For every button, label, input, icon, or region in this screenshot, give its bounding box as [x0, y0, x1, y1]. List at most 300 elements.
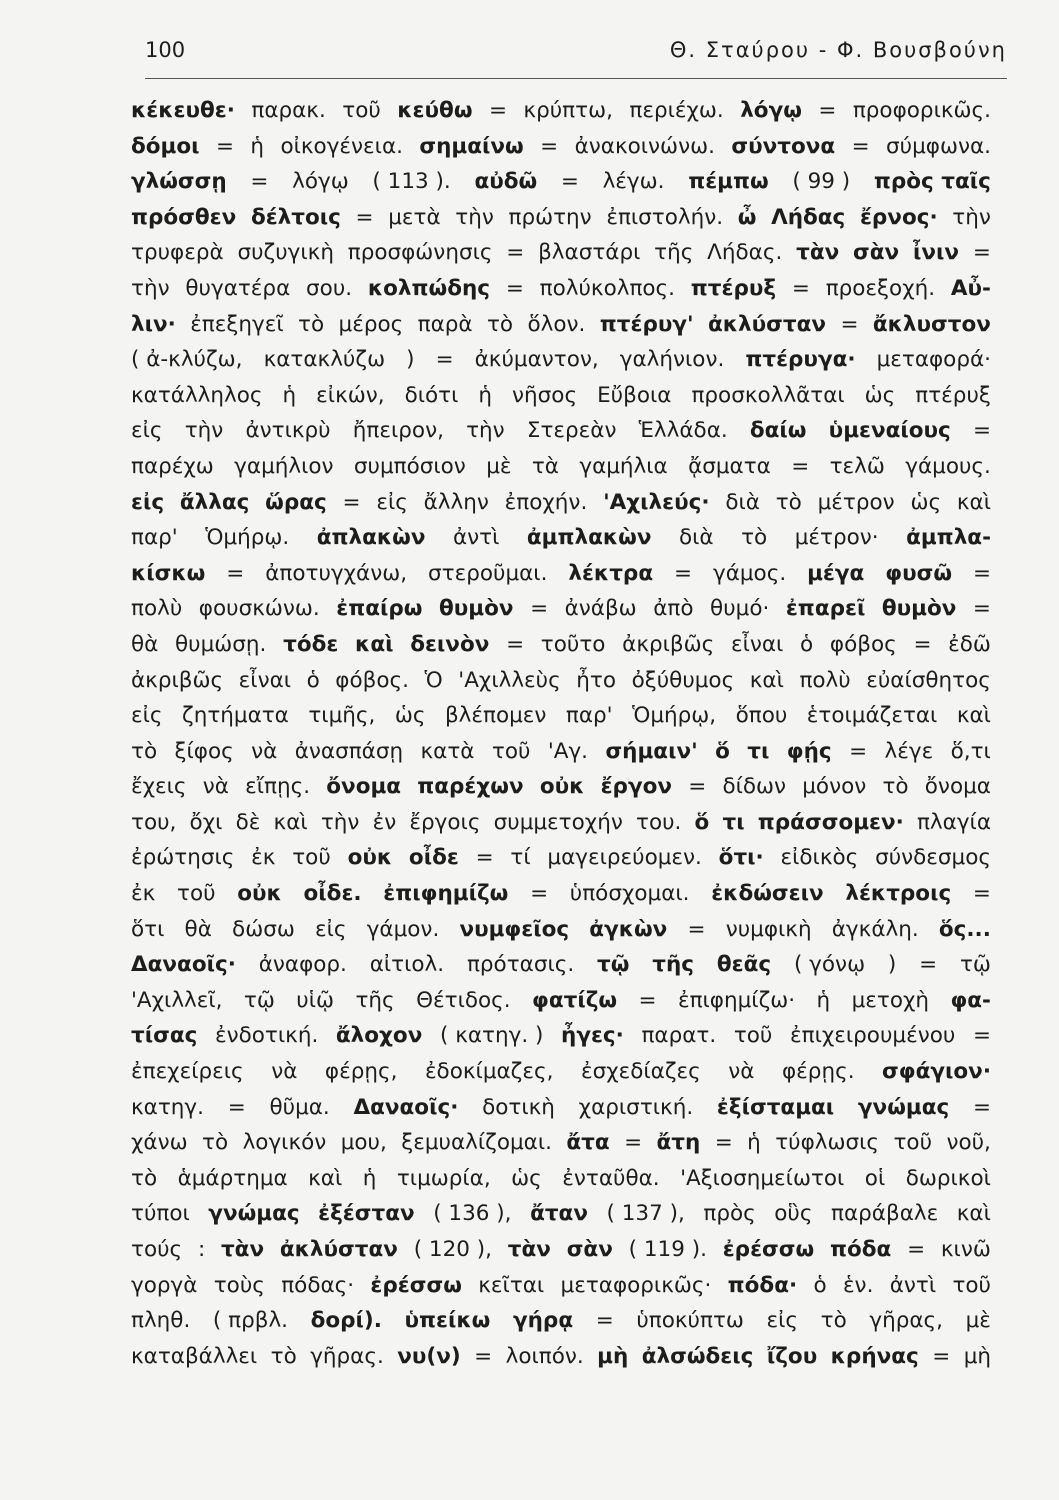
lemma-word: ἔρνος·	[859, 204, 938, 230]
gloss-word: =	[355, 204, 374, 230]
gloss-word: =	[624, 1130, 643, 1156]
gloss-word: =	[474, 1343, 493, 1369]
gloss-word: ἐκ	[131, 881, 156, 907]
gloss-word: λέγε	[884, 738, 934, 764]
gloss-word: του.	[636, 809, 682, 835]
gloss-word: ἡ	[478, 382, 493, 408]
lemma-word: καὶ	[355, 631, 394, 657]
gloss-word: θῦμα.	[269, 1094, 330, 1120]
gloss-word: =	[506, 631, 525, 657]
lemma-word: γνώμας	[857, 1094, 950, 1120]
lemma-word: ἶνιν	[913, 240, 960, 266]
gloss-word: πρώτην	[508, 204, 592, 230]
gloss-word: ( 119 ).	[628, 1237, 707, 1262]
gloss-word: τιμωρία,	[396, 1165, 491, 1191]
gloss-word: ( 113 ).	[372, 169, 451, 195]
gloss-word: τὸ	[882, 774, 909, 800]
gloss-word: γαμήλια	[579, 453, 668, 479]
gloss-word: =	[972, 1023, 991, 1049]
lemma-word: ὅς...	[938, 916, 991, 942]
gloss-word: τὴν	[455, 204, 494, 230]
gloss-word: μέτρον·	[794, 525, 879, 551]
lemma-word: λιν·	[131, 311, 176, 337]
gloss-word: ὡς	[910, 489, 942, 515]
gloss-word: =	[215, 133, 234, 159]
lemma-word: φατίζω	[532, 987, 618, 1013]
gloss-word: τοῦ	[177, 881, 216, 907]
gloss-word: τοῦ	[292, 845, 331, 871]
lemma-word: Λήδας	[771, 204, 846, 230]
gloss-word: =	[972, 596, 991, 622]
gloss-word: μὲ	[965, 1308, 991, 1334]
text-line	[131, 271, 991, 307]
lemma-word: κολπώδης	[367, 275, 491, 301]
text-line	[131, 805, 991, 841]
gloss-word: θὰ	[131, 631, 159, 657]
gloss-word: τῆς	[654, 240, 694, 266]
gloss-word: ὄχι	[189, 809, 223, 835]
gloss-word: =	[818, 98, 837, 123]
gloss-word: κατηγ.	[131, 1094, 204, 1120]
gloss-word: :	[197, 1237, 206, 1262]
gloss-word: =	[687, 916, 706, 942]
lemma-word: ἀκλύσταν	[279, 1237, 398, 1262]
gloss-word: =	[638, 987, 657, 1013]
gloss-word: ( γόνῳ	[793, 952, 866, 978]
gloss-word: τρυφερὰ	[131, 240, 224, 266]
lemma-word: δόμοι	[131, 133, 200, 159]
gloss-word: προσφώνησις	[347, 240, 493, 266]
gloss-word: ζητήματα	[182, 703, 289, 729]
gloss-word: ἐδῶ	[948, 631, 991, 657]
lemma-word: κρήνας	[830, 1343, 919, 1369]
gloss-word: ὁ	[800, 631, 814, 657]
gloss-word: παρατ.	[641, 1023, 717, 1049]
gloss-word: τὸ	[820, 1308, 847, 1334]
gloss-word: δωρικοὶ	[905, 1165, 991, 1191]
gloss-word: τύποι	[131, 1201, 190, 1227]
gloss-word: =	[488, 98, 507, 123]
lemma-word: ὅτι·	[718, 845, 764, 871]
gloss-word: )	[406, 347, 415, 373]
gloss-word: ἐπεχείρεις	[131, 1059, 244, 1085]
gloss-word: =	[791, 453, 810, 479]
gloss-word: =	[919, 952, 938, 978]
text-line	[131, 947, 991, 983]
gloss-word: βλαστάρι	[538, 240, 641, 266]
gloss-word: ἡ	[250, 133, 265, 159]
gloss-word: =	[506, 240, 525, 266]
gloss-word: θὰ	[184, 916, 212, 942]
text-line	[131, 627, 991, 663]
gloss-word: τὸ	[775, 489, 802, 515]
gloss-word: σύνδεσμος	[875, 845, 991, 871]
gloss-word: ἑν.	[842, 1272, 874, 1298]
gloss-word: γοργὰ	[131, 1272, 198, 1298]
gloss-word: ἀνάβω	[564, 596, 637, 622]
gloss-word: ἀποτυγχάνω,	[265, 560, 408, 586]
lemma-word: ἴζου	[766, 1343, 818, 1369]
lemma-word: τὰν	[220, 1237, 265, 1262]
gloss-word: ἄλλην	[423, 489, 489, 515]
gloss-word: =	[530, 596, 549, 622]
gloss-word: ὑπόσχομαι.	[569, 881, 690, 907]
lemma-word: ἀκλύσταν	[707, 311, 827, 337]
gloss-word: τὴν	[131, 275, 170, 301]
gloss-word: γῆρας,	[869, 1308, 943, 1334]
gloss-word: =	[505, 275, 524, 301]
lemma-word: οὐκ	[539, 774, 585, 800]
lemma-word: ἦγες·	[561, 1023, 624, 1049]
lemma-word: ἄταν	[530, 1201, 588, 1227]
gloss-word: ἐρώτησις	[131, 845, 235, 871]
gloss-word: =	[435, 347, 454, 373]
text-line	[131, 1232, 991, 1268]
gloss-word: τῷ	[959, 952, 991, 978]
gloss-word: ἐπιφημίζω·	[677, 987, 796, 1013]
lemma-word: ἐπαρεῖ	[785, 596, 866, 622]
lemma-word: θυμὸν	[881, 596, 957, 622]
gloss-word: ἤπειρον,	[352, 418, 444, 444]
gloss-word: γαμήλιον	[234, 453, 334, 479]
lemma-word: ἀλσώδεις	[641, 1343, 754, 1369]
text-line	[131, 1161, 991, 1197]
gloss-word: ἐσχεδίαζες	[580, 1059, 701, 1085]
lemma-word: σήμαιν'	[605, 738, 698, 764]
gloss-word: ἐν	[372, 809, 397, 835]
text-line	[131, 164, 991, 200]
gloss-word: τὸ	[202, 1130, 229, 1156]
gloss-word: παρέχω	[131, 453, 214, 479]
gloss-word: πληθ.	[131, 1308, 191, 1334]
gloss-word: ἐπιστολήν.	[606, 204, 724, 230]
lemma-word: πτέρυξ	[690, 275, 777, 301]
lemma-word: ὅ	[715, 738, 730, 764]
gloss-word: οὓς	[774, 1201, 813, 1227]
gloss-word: βλέπομεν	[444, 703, 547, 729]
gloss-word: ἀκριβῶς	[622, 631, 715, 657]
text-line	[131, 1054, 991, 1090]
gloss-word: =	[972, 560, 991, 586]
gloss-word: ( κατηγ. )	[439, 1023, 544, 1049]
gloss-word: ἡ	[282, 382, 297, 408]
gloss-word: τύφλωσις	[775, 1130, 880, 1156]
gloss-word: ὡς	[864, 382, 896, 408]
gloss-word: μου,	[340, 1130, 387, 1156]
gloss-word: τοὺς	[213, 1272, 265, 1298]
gloss-word: δὲ	[235, 809, 261, 835]
gloss-word: μετοχὴ	[851, 987, 930, 1013]
gloss-word: παράβαλε	[831, 1201, 939, 1227]
gloss-word: φουσκώνω.	[198, 596, 320, 622]
gloss-word: ( 137 ),	[606, 1201, 685, 1227]
text-line	[131, 485, 991, 521]
gloss-word: =	[674, 560, 693, 586]
gloss-word: χαριστική.	[578, 1094, 694, 1120]
gloss-word: κατακλύζω	[263, 347, 386, 373]
text-line	[131, 556, 991, 592]
gloss-word: τῆς	[355, 987, 395, 1013]
gloss-word: τὸ	[486, 311, 514, 337]
gloss-word: ἔχεις	[131, 774, 187, 800]
gloss-word: Εὔβοια	[597, 382, 672, 408]
gloss-word: γάμον.	[366, 916, 440, 942]
gloss-word: προφορικῶς.	[852, 98, 991, 123]
gloss-word: καὶ	[956, 1201, 991, 1227]
gloss-word: φόβος.	[335, 667, 409, 693]
page-header	[145, 38, 1007, 79]
gloss-word: τὸ	[741, 525, 768, 551]
gloss-word: ὁ	[813, 1272, 827, 1298]
lemma-word: παρέχων	[417, 774, 524, 800]
gloss-word: δώσω	[232, 916, 295, 942]
lemma-word: φα-	[950, 987, 991, 1013]
lemma-word: ἄλοχον	[335, 1023, 423, 1049]
gloss-word: γάμους.	[905, 453, 991, 479]
text-line	[131, 840, 991, 876]
text-line	[131, 769, 991, 805]
text-line	[131, 129, 991, 165]
gloss-word: τὸ	[270, 1343, 297, 1369]
gloss-word: εἰς	[315, 916, 347, 942]
gloss-word: καὶ	[749, 667, 784, 693]
gloss-word: μεταφορικῶς·	[560, 1272, 712, 1298]
lemma-word: ἐξίσταμαι	[716, 1094, 835, 1120]
gloss-word: δοτικὴ	[482, 1094, 555, 1120]
gloss-word: ( ἀ-κλύζω,	[131, 347, 243, 373]
gloss-word: μετὰ	[388, 204, 441, 230]
gloss-word: διὰ	[725, 489, 760, 515]
commentary-text	[131, 93, 991, 1374]
gloss-word: νυμφικὴ	[725, 916, 812, 942]
gloss-word: μαγειρεύομεν.	[547, 845, 702, 871]
gloss-word: =	[972, 1094, 991, 1120]
gloss-word: δίδων	[722, 774, 787, 800]
gloss-word: σύμφωνα.	[886, 133, 991, 159]
gloss-word: τί	[510, 845, 531, 871]
lemma-word: τὰν	[796, 240, 840, 266]
lemma-word: 'Αχιλεύς·	[603, 489, 710, 515]
gloss-word: προεξοχή.	[825, 275, 936, 301]
gloss-word: κινῶ	[940, 1237, 991, 1262]
lemma-word: λόγῳ	[740, 98, 802, 123]
gloss-word: εἰδικὸς	[780, 845, 859, 871]
gloss-word: )	[887, 952, 897, 978]
lemma-word: πόδα	[830, 1237, 892, 1262]
text-line	[131, 235, 991, 271]
gloss-word: ξίφος	[174, 738, 234, 764]
gloss-word: λόγῳ	[292, 169, 349, 195]
lemma-word: δαίω	[749, 418, 807, 444]
gloss-word: σου.	[306, 275, 353, 301]
gloss-word: κατὰ	[420, 738, 475, 764]
lemma-word: δορί).	[310, 1308, 382, 1334]
gloss-word: παρ'	[131, 525, 178, 551]
gloss-word: διὰ	[678, 525, 714, 551]
lemma-word: ἄκλυστον	[872, 311, 991, 337]
gloss-word: νὰ	[202, 774, 229, 800]
lemma-word: θυμὸν	[439, 596, 514, 622]
gloss-word: =	[840, 311, 859, 337]
text-line	[131, 1303, 991, 1339]
gloss-word: ἁμάρτημα	[177, 1165, 288, 1191]
gloss-word: =	[560, 169, 579, 195]
gloss-word: παρὰ	[417, 311, 473, 337]
gloss-word: ἀγκάλη.	[831, 916, 919, 942]
lemma-word: ὅ	[694, 809, 710, 835]
gloss-word: ἐποχήν.	[504, 489, 588, 515]
gloss-word: λέγω.	[602, 169, 665, 195]
lemma-word: ὑπείκω	[404, 1308, 491, 1334]
text-line	[131, 663, 991, 699]
gloss-word: συμμετοχήν	[493, 809, 623, 835]
page-number: 100	[145, 38, 186, 62]
gloss-word: θυμώσῃ.	[175, 631, 267, 657]
gloss-word: τιμῆς,	[308, 703, 376, 729]
lemma-word: οὐκ	[237, 881, 282, 907]
lemma-word: μέγα	[807, 560, 865, 586]
lemma-word: ὥρας	[265, 489, 327, 515]
gloss-word: τοῦ	[342, 98, 381, 123]
lemma-word: ἐξέσταν	[318, 1201, 415, 1227]
lemma-word: πράσσομεν·	[757, 809, 904, 835]
gloss-word: μόνον	[802, 774, 867, 800]
lemma-word: γήρᾳ	[512, 1308, 574, 1334]
lemma-word: ἄτη	[656, 1130, 701, 1156]
lemma-word: ἄτα	[566, 1130, 610, 1156]
gloss-word: =	[714, 1130, 733, 1156]
gloss-word: ἦτο	[576, 667, 617, 693]
lemma-word: φῄς	[786, 738, 832, 764]
lemma-word: ἐρέσσω	[722, 1237, 815, 1262]
lemma-word: ἀμπλα-	[906, 525, 991, 551]
gloss-word: =	[475, 845, 494, 871]
gloss-word: Θέτιδος.	[416, 987, 511, 1013]
gloss-word: γῆρας.	[310, 1343, 384, 1369]
gloss-word: καὶ	[273, 809, 308, 835]
gloss-word: οἰκογένεια.	[280, 133, 403, 159]
gloss-word: τοῦ	[893, 1130, 933, 1156]
lemma-word: ἀγκὼν	[589, 916, 668, 942]
gloss-word: ὡς	[511, 1165, 542, 1191]
gloss-word: ὅτι	[131, 916, 165, 942]
gloss-word: ὅ,τι	[950, 738, 991, 764]
text-line	[131, 93, 991, 129]
lemma-word: ἐκδώσειν	[711, 881, 824, 907]
text-line	[131, 342, 991, 378]
gloss-word: ἔργοις	[409, 809, 481, 835]
lemma-word: κεύθω	[397, 98, 473, 123]
gloss-word: μέρος	[338, 311, 404, 337]
gloss-word: νὰ	[728, 1059, 755, 1085]
gloss-word: καταβάλλει	[131, 1343, 258, 1369]
gloss-word: =	[791, 275, 810, 301]
gloss-word: ὄνομα	[924, 774, 991, 800]
lemma-word: οὐκ	[347, 845, 393, 871]
gloss-word: ἐνταῦθα.	[562, 1165, 660, 1191]
gloss-word: ἐκ	[251, 845, 276, 871]
gloss-word: τῷ	[243, 987, 275, 1013]
text-line	[131, 200, 991, 236]
lemma-word: λέκτροις	[845, 881, 952, 907]
gloss-word: εἰς	[131, 418, 163, 444]
gloss-word: Στερεὰν	[526, 418, 617, 444]
text-line	[131, 378, 991, 414]
lemma-word: ἀπλακὼν	[316, 525, 426, 551]
gloss-word: ἡ	[816, 987, 831, 1013]
lemma-word: Αὖ-	[950, 275, 991, 301]
text-line	[131, 983, 991, 1019]
gloss-word: ξεμυαλίζομαι.	[401, 1130, 552, 1156]
gloss-word: ἀκύμαντον,	[474, 347, 599, 373]
text-line	[131, 912, 991, 948]
lemma-word: ἐπιφημίζω	[383, 881, 509, 907]
gloss-word: 'Αγ.	[547, 738, 589, 764]
gloss-word: ἀναφορ.	[258, 952, 347, 978]
gloss-word: γάμος.	[712, 560, 787, 586]
lemma-word: κίσκω	[131, 560, 206, 586]
text-line	[131, 520, 991, 556]
gloss-word: =	[972, 418, 991, 444]
gloss-word: καὶ	[956, 489, 991, 515]
gloss-word: διότι	[404, 382, 459, 408]
gloss-word: κατάλληλος	[131, 382, 263, 408]
lemma-word: τῷ	[597, 952, 630, 978]
gloss-word: εἰς	[131, 703, 163, 729]
gloss-word: εἰς	[376, 489, 408, 515]
text-line	[131, 1196, 991, 1232]
gloss-word: εἶναι	[238, 667, 292, 693]
lemma-word: Δαναοῖς·	[353, 1094, 459, 1120]
gloss-word: τελῶ	[829, 453, 885, 479]
lemma-word: τόδε	[283, 631, 339, 657]
gloss-word: πολὺ	[799, 667, 851, 693]
lemma-word: γλώσσῃ	[131, 169, 227, 195]
gloss-word: πολύκολπος.	[539, 275, 676, 301]
text-line	[131, 413, 991, 449]
gloss-word: τὰ	[531, 453, 559, 479]
gloss-word: οἱ	[864, 1165, 886, 1191]
gloss-word: του,	[131, 809, 177, 835]
gloss-word: στεροῦμαι.	[428, 560, 548, 586]
gloss-word: =	[227, 1094, 246, 1120]
gloss-word: =	[250, 169, 269, 195]
gloss-word: =	[342, 489, 361, 515]
gloss-word: ἀνακοινώνω.	[574, 133, 715, 159]
gloss-word: παρ'	[565, 703, 613, 729]
lemma-word: μὴ	[597, 1343, 629, 1369]
gloss-word: φέρῃς,	[324, 1059, 398, 1085]
gloss-word: ( πρβλ.	[212, 1308, 288, 1334]
gloss-word: 'Αχιλλεὺς	[458, 667, 561, 693]
gloss-word: =	[595, 1308, 614, 1334]
gloss-word: Ἑλλάδα.	[638, 418, 728, 444]
text-line	[131, 1125, 991, 1161]
gloss-word: συμπόσιον	[353, 453, 466, 479]
lemma-word: δέλτοις	[250, 204, 341, 230]
gloss-word: ἀπὸ	[653, 596, 694, 622]
lemma-word: θεᾶς	[716, 952, 772, 978]
lemma-word: γνώμας	[208, 1201, 300, 1227]
gloss-word: Λήδας.	[707, 240, 783, 266]
gloss-word: =	[849, 738, 868, 764]
text-line	[131, 1018, 991, 1054]
lemma-word: τίσας	[131, 1023, 198, 1049]
gloss-word: καὶ	[956, 703, 991, 729]
gloss-word: ἀκριβῶς	[131, 667, 224, 693]
gloss-word: ἐδοκίμαζες,	[424, 1059, 554, 1085]
text-line	[131, 591, 991, 627]
